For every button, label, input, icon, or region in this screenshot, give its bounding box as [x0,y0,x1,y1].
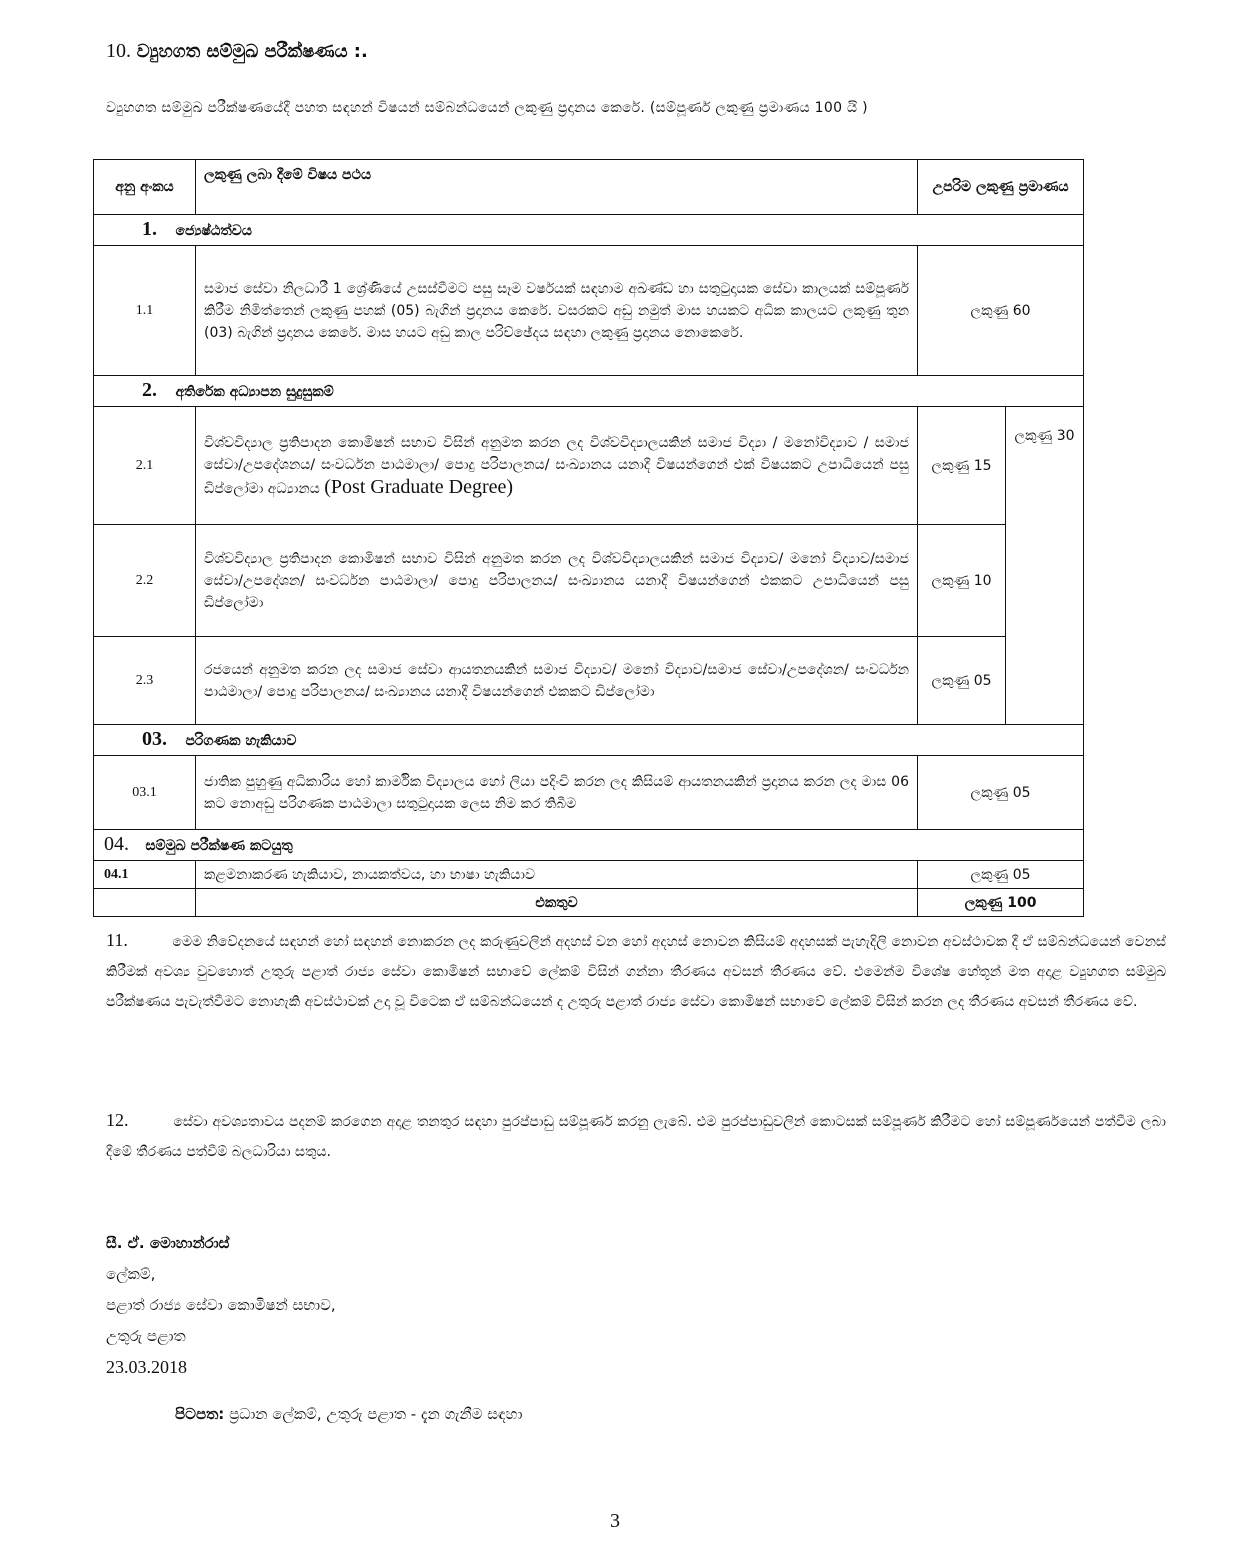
row-description-si: විශ්වවිද්‍යාල ප්‍රතිපාදන කොමිෂන් සභාව විසින් අනුමත කරන ලද විශ්වවිද්‍යාලයකින් සමාජ විද්‍යා / මනෝවිද්‍යාව / සමාජ සේවා/උපදේශනය/ සංවර්ධන පාඨමාලා/ පොදු පරිපාලනය/ සංඛ්‍යානය යනාදී විෂයන්ගෙන් එක් විෂයකට උපාධියෙන් පසු ඩිප්ලෝමා අධ්‍යානය [204,434,909,497]
signatory-name: සී. ඒ. මොහාන්රාස් [106,1234,230,1252]
total-row [94,889,1084,917]
section-10-heading [106,40,368,63]
row-description: ජාතික පුහුණු අධිකාරිය හෝ කාර්මික විද්‍යාලය හෝ ලියා පදිංචි කරන ලද කිසියම් ආයතනයකින් ප්‍රදානය කරන ලද මාස 06 කට නොඅඩු පරිගණක පාඨමාලා සතුටුදායක ලෙස නිම කර තිබීම [196,756,918,830]
paragraph-text: මෙම නිවේදනයේ සඳහන් හෝ සඳහන් නොකරන ලද කරුණුවලින් අදහස් වන හෝ අදහස් නොවන කිසියම් අදහසක් පැහැදිලි නොවන අවස්ථාවක දී ඒ සම්බන්ධයෙන් වෙනස් කිරීමක් අවශ්‍ය වුවහොත් උතුරු පළාත් රාජ්‍ය සේවා කොමිෂන් සභාවේ ලේකම් විසින් ගන්නා තීරණය අවසන් තීරණය වේ. එමෙන්ම විශේෂ හේතූන් මත අදාළ ව්‍යුහගත සම්මුඛ පරීක්ෂණය පැවැත්වීමට නොහැකි අවස්ථාවක් උදා වූ විටෙක ඒ සම්බන්ධයෙන් ද උතුරු පළාත් රාජ්‍ය සේවා කොමිෂන් සභාවේ ලේකම් විසින් කරන ලද තීරණය අවසන් තීරණය වේ. [106,934,1166,1010]
intro-text: ව්‍යුහගත සම්මුඛ පරීක්ෂණයේදී පහත සඳහන් විෂයන් සම්බන්ධයෙන් ලකුණු ප්‍රදානය කෙරේ. (සම්පූර්ණ ලකුණු ප්‍රමාණය 100 යි ) [106,100,868,116]
copy-label: පිටපත: [175,1405,225,1423]
row-number: 2.1 [94,407,196,525]
row-description-en: (Post Graduate Degree) [324,475,514,498]
section-4-title: සම්මුඛ පරීක්ෂණ කටයුතු [145,838,293,854]
table-row [94,525,1084,637]
paragraph-number: 12. [106,1110,129,1130]
section-1-row [94,215,1084,246]
section-3-title: පරිගණක හැකියාව [185,733,297,749]
row-mark: ලකුණු 05 [918,861,1084,889]
row-description: කළමනාකරණ හැකියාව, නායකත්වය, හා භාෂා හැකියාව [196,861,918,889]
section-4-number: 04. [104,833,129,855]
row-description [196,407,918,525]
row-description: විශ්වවිද්‍යාල ප්‍රතිපාදන කොමිෂන් සභාව විසින් අනුමත කරන ලද විශ්වවිද්‍යාලයකින් සමාජ විද්‍යාව/ මනෝ විද්‍යාව/සමාජ සේවා/උපදේශන/ සංවර්ධන පාඨමාලා/ පොදු පරිපාලනය/ සංඛ්‍යානය යනාදී විෂයන්ගෙන් එකකට උපාධියෙන් පසු ඩිප්ලෝමා [196,525,918,637]
header-num: අනු අංකය [94,160,196,215]
signatory-title: ලේකම්, [106,1265,156,1283]
marks-table [93,159,1084,917]
paragraph-text: සේවා අවශ්‍යතාවය පදනම් කරගෙන අදාළ තනතුර සඳහා පුරප්පාඩු සම්පූර්ණ කරනු ලැබේ. එම පුරප්පාඩුවලින් කොටසක් සම්පූර්ණ කිරීමට හෝ සම්පූර්ණයෙන් පත්වීම ලබා දීමේ තීරණය පත්වීම් බලධාරියා සතුය. [106,1114,1166,1160]
row-number: 03.1 [94,756,196,830]
paragraph-number: 11. [106,930,128,950]
section-title: ව්‍යුහගත සම්මුඛ පරීක්ෂණය :. [136,41,368,62]
row-number: 04.1 [94,861,196,889]
section-4-row [94,830,1084,861]
table-row [94,246,1084,376]
table-header-row [94,160,1084,215]
copy-text: ප්‍රධාන ලේකම්, උතුරු පළාත - දැන ගැනීම සඳහා [229,1405,523,1423]
row-description: රජයෙන් අනුමත කරන ලද සමාජ සේවා ආයතනයකින් සමාජ විද්‍යාව/ මනෝ විද්‍යාව/සමාජ සේවා/උපදේශන/ සංවර්ධන පාඨමාලා/ පොදු පරිපාලනය/ සංඛ්‍යානය යනාදී විෂයන්ගෙන් එකකට ඩිප්ලෝමා [196,637,918,725]
row-mark: ලකුණු 10 [918,525,1006,637]
section-number: 10. [106,40,131,62]
copy-to [175,1405,522,1423]
paragraph-12 [106,1105,1166,1167]
section-3-row [94,725,1084,756]
section-2-title: අතිරේක අධ්‍යාපන සුදුසුකම් [175,384,334,400]
section-1-number: 1. [142,218,157,240]
signature-date: 23.03.2018 [106,1357,187,1377]
section-2-max-mark: ලකුණු 30 [1006,407,1084,725]
row-mark: ලකුණු 15 [918,407,1006,525]
total-label: එකතුව [196,889,918,917]
section-3-number: 03. [142,728,167,750]
section-2-row [94,376,1084,407]
row-mark: ලකුණු 05 [918,756,1084,830]
paragraph-11 [106,925,1166,1017]
table-row [94,407,1084,525]
signature-block [106,1228,336,1383]
header-subject: ලකුණු ලබා දීමේ විෂය පථය [196,160,918,215]
signatory-org: පළාත් රාජ්‍ය සේවා කොමිෂන් සභාව, [106,1296,336,1314]
total-mark: ලකුණු 100 [918,889,1084,917]
row-number: 2.2 [94,525,196,637]
header-max: උපරිම ලකුණු ප්‍රමාණය [918,160,1084,215]
table-row [94,637,1084,725]
signatory-province: උතුරු පළාත [106,1327,186,1345]
section-2-number: 2. [142,379,157,401]
row-number: 2.3 [94,637,196,725]
table-row [94,756,1084,830]
section-1-title: ජ්‍යෙෂ්ඨත්වය [175,223,252,239]
table-row [94,861,1084,889]
row-mark: ලකුණු 60 [918,246,1084,376]
row-description: සමාජ සේවා නිලධාරී 1 ශ්‍රේණියේ උසස්වීමට පසු සෑම වර්ෂයක් සඳහාම අඛණ්ඩ හා සතුටුදායක සේවා කාලයක් සම්පූර්ණ කිරීම නිමිත්තෙන් ලකුණු පහක් (05) බැගින් ප්‍රදානය කෙරේ. වසරකට අඩු නමුත් මාස හයකට අධික කාලයට ලකුණු තුන (03) බැගින් ප්‍රදානය කෙරේ. මාස හයට අඩු කාල පරිච්ඡේදය සඳහා ලකුණු ප්‍රදානය නොකෙරේ. [196,246,918,376]
row-number: 1.1 [94,246,196,376]
row-mark: ලකුණු 05 [918,637,1006,725]
page-number: 3 [610,1510,620,1532]
